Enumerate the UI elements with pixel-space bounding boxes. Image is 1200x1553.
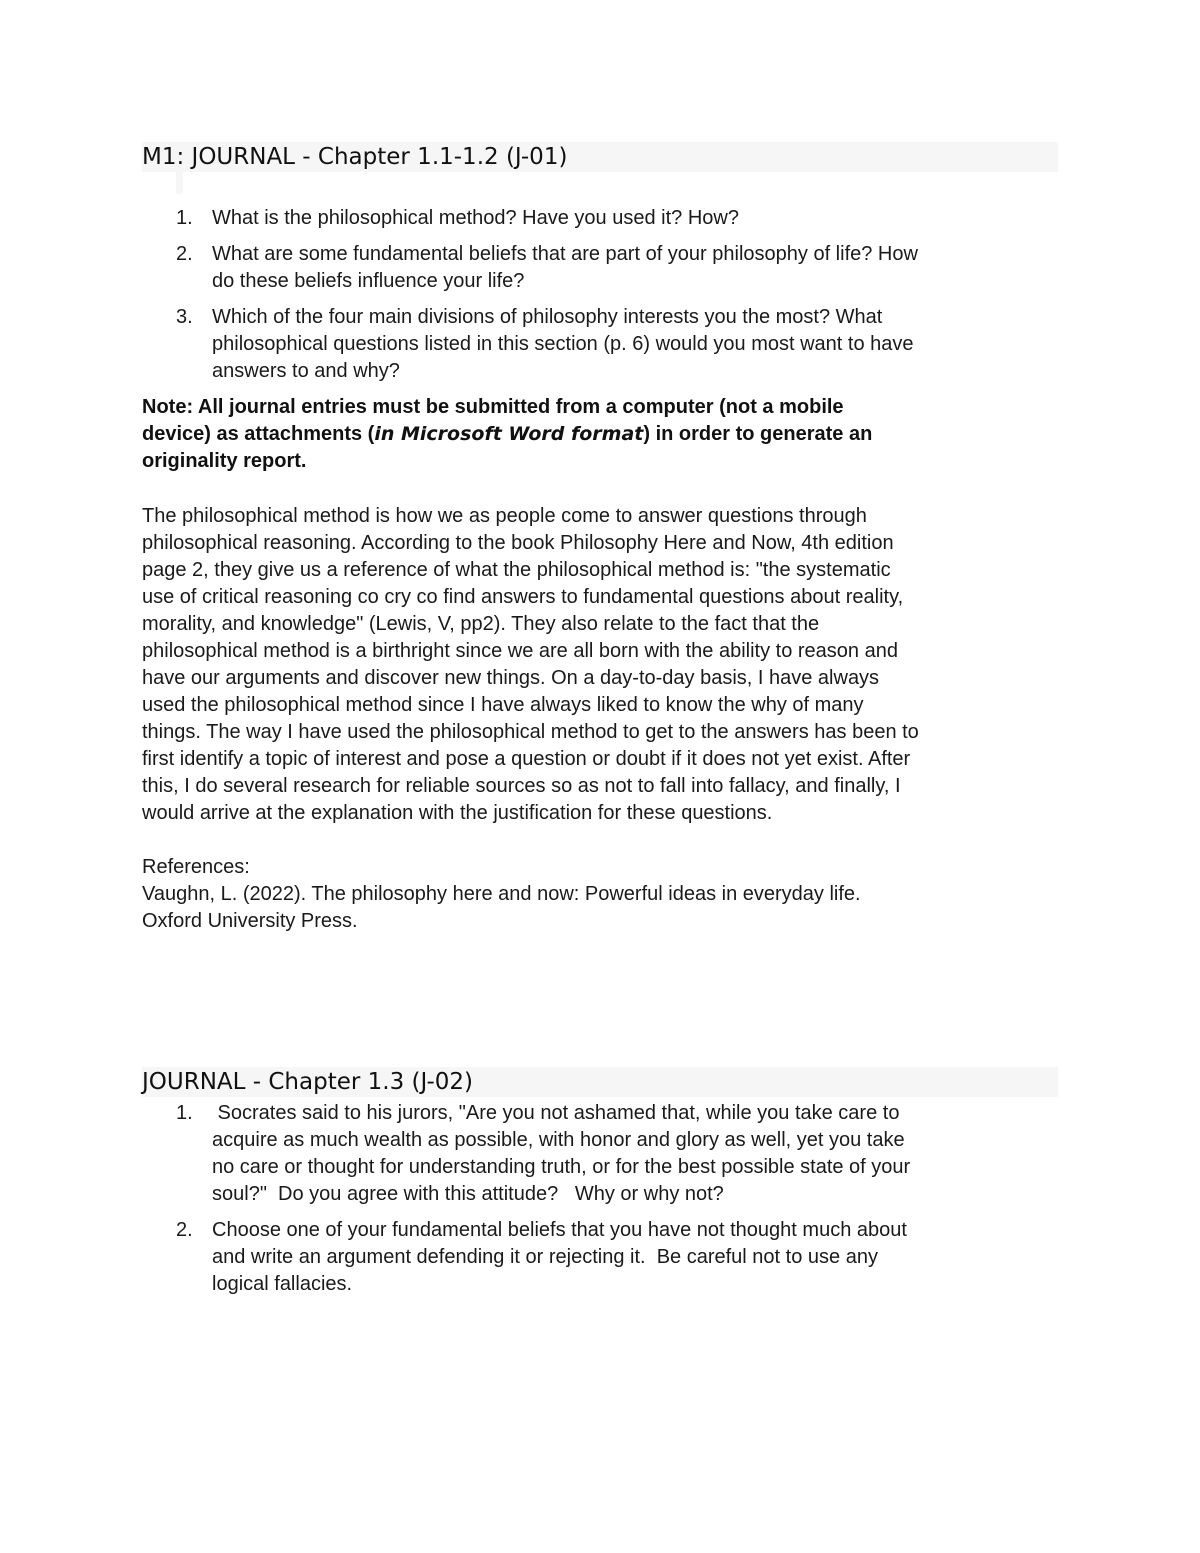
- answer-line: philosophical reasoning. According to the book Philosophy Here and Now, 4th edition: [142, 532, 894, 554]
- journal1-question-1: [142, 205, 1058, 232]
- submission-note: [142, 394, 1058, 475]
- answer-line: this, I do several research for reliable sources so as not to fall into fallacy, and finally, I: [142, 775, 901, 797]
- journal1-question-3: [142, 304, 1058, 385]
- note-line-2-end: ) in order to generate an: [643, 423, 873, 445]
- answer-line: philosophical method is a birthright since we are all born with the ability to reason and: [142, 640, 898, 662]
- journal2-title: JOURNAL - Chapter 1.3 (J-02): [142, 1067, 1058, 1097]
- journal1-title: M1: JOURNAL - Chapter 1.1-1.2 (J-01): [142, 142, 1058, 172]
- question-number: 3.: [176, 306, 193, 328]
- question-line: and write an argument defending it or rejecting it. Be careful not to use any: [212, 1246, 878, 1268]
- answer-line: page 2, they give us a reference of what the philosophical method is: "the systematic: [142, 559, 891, 581]
- journal1-references: [142, 854, 1058, 935]
- journal1-question-list: [142, 205, 1058, 385]
- note-line-3: originality report.: [142, 450, 307, 472]
- note-line-2: [142, 421, 1058, 448]
- question-number: 1.: [176, 207, 193, 229]
- question-line: What are some fundamental beliefs that are part of your philosophy of life? How: [212, 243, 918, 265]
- question-number: 1.: [176, 1102, 193, 1124]
- question-line: logical fallacies.: [212, 1273, 353, 1295]
- question-number: 2.: [176, 1219, 193, 1241]
- answer-line: things. The way I have used the philosophical method to get to the answers has been to: [142, 721, 919, 743]
- question-line: What is the philosophical method? Have you used it? How?: [212, 207, 739, 229]
- note-line-1: Note: All journal entries must be submitted from a computer (not a mobile: [142, 396, 844, 418]
- question-line: no care or thought for understanding truth, or for the best possible state of your: [212, 1156, 911, 1178]
- question-line: acquire as much wealth as possible, with honor and glory as well, yet you take: [212, 1129, 905, 1151]
- answer-line: morality, and knowledge" (Lewis, V, pp2). They also relate to the fact that the: [142, 613, 820, 635]
- answer-line: have our arguments and discover new things. On a day-to-day basis, I have always: [142, 667, 880, 689]
- journal1-question-2: [142, 241, 1058, 295]
- answer-line: The philosophical method is how we as people come to answer questions through: [142, 505, 867, 527]
- question-line: philosophical questions listed in this section (p. 6) would you most want to have: [212, 333, 914, 355]
- note-emphasis: in Microsoft Word format: [374, 423, 644, 445]
- question-line: soul?" Do you agree with this attitude? Why or why not?: [212, 1183, 724, 1205]
- question-line: Socrates said to his jurors, "Are you not ashamed that, while you take care to: [212, 1102, 900, 1124]
- question-number: 2.: [176, 243, 193, 265]
- journal2-question-1: [142, 1100, 1058, 1208]
- journal1-answer: [142, 503, 1058, 827]
- answer-line: used the philosophical method since I have always liked to know the why of many: [142, 694, 864, 716]
- question-line: Choose one of your fundamental beliefs that you have not thought much about: [212, 1219, 907, 1241]
- question-line: do these beliefs influence your life?: [212, 270, 525, 292]
- journal2-question-2: [142, 1217, 1058, 1298]
- references-label: References:: [142, 856, 250, 878]
- question-line: answers to and why?: [212, 360, 400, 382]
- answer-line: first identify a topic of interest and pose a question or doubt if it does not yet exist. After: [142, 748, 911, 770]
- question-line: Which of the four main divisions of philosophy interests you the most? What: [212, 306, 883, 328]
- answer-line: would arrive at the explanation with the justification for these questions.: [142, 802, 773, 824]
- note-line-2-start: device) as attachments (: [142, 423, 375, 445]
- answer-line: use of critical reasoning co cry co find answers to fundamental questions about reality,: [142, 586, 904, 608]
- heading-caret: [176, 172, 183, 194]
- journal2-question-list: [142, 1100, 1058, 1298]
- reference-line: Vaughn, L. (2022). The philosophy here and now: Powerful ideas in everyday life.: [142, 883, 861, 905]
- reference-line: Oxford University Press.: [142, 910, 358, 932]
